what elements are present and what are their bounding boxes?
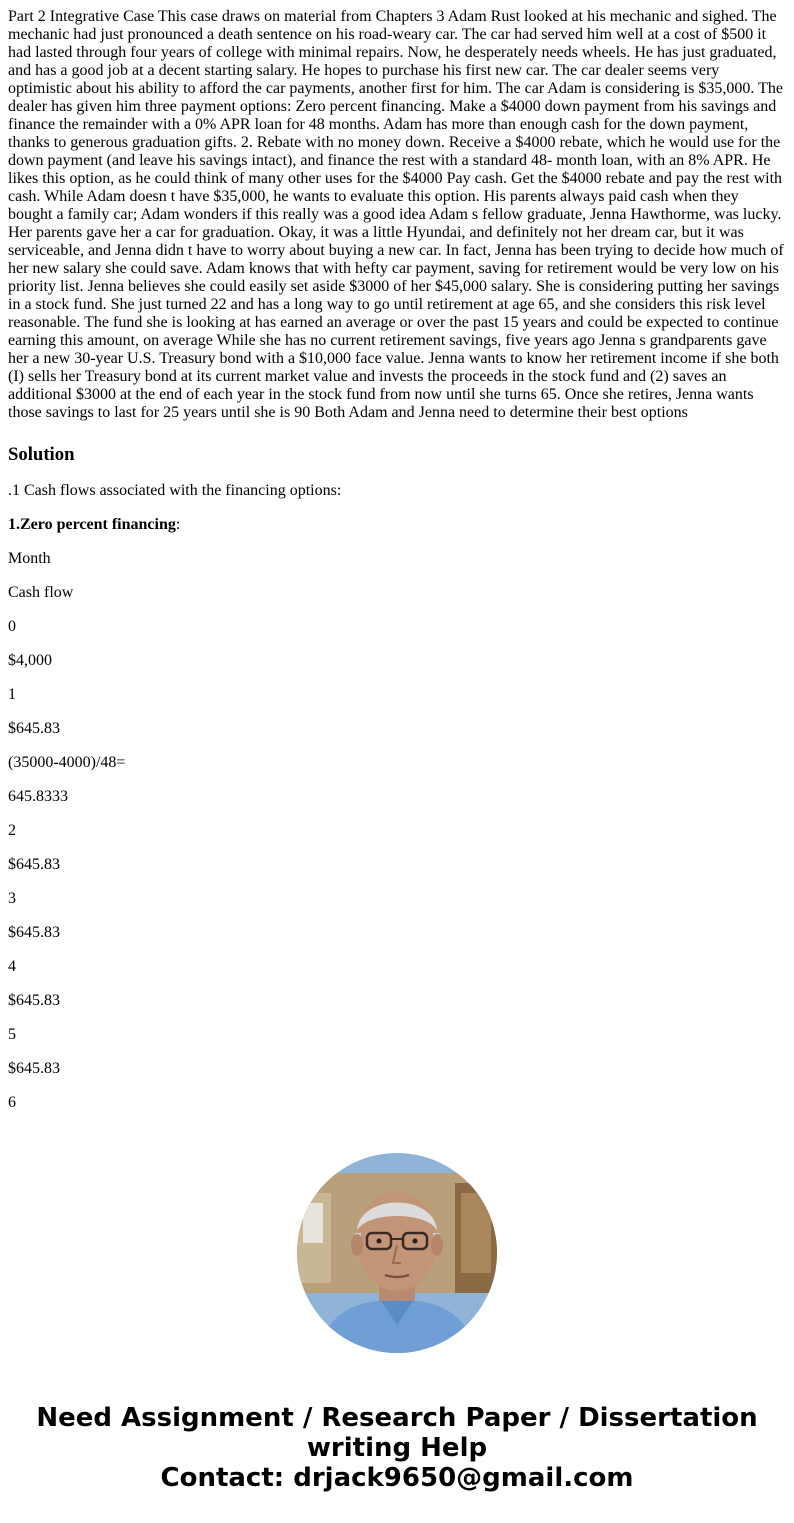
cashflow-line: (35000-4000)/48=	[8, 754, 126, 771]
promo-line-2: writing Help	[306, 1433, 488, 1463]
cashflow-line: 4	[8, 958, 16, 975]
cashflow-line: Cash flow	[8, 584, 74, 601]
solution-intro: .1 Cash flows associated with the financing options:	[8, 482, 342, 499]
cashflow-line: 5	[8, 1026, 16, 1043]
promo-banner	[0, 1403, 794, 1493]
cashflow-line: $645.83	[8, 1060, 60, 1077]
option-1-label: 1.Zero percent financing	[8, 516, 176, 533]
promo-contact: Contact: drjack9650@gmail.com	[160, 1463, 634, 1493]
cashflow-line: 1	[8, 686, 16, 703]
cashflow-line: 6	[8, 1094, 16, 1111]
cashflow-line: $645.83	[8, 720, 60, 737]
promo-line-1: Need Assignment / Research Paper / Dissertation	[36, 1403, 758, 1433]
cashflow-line: $645.83	[8, 856, 60, 873]
cashflow-line: 645.8333	[8, 788, 68, 805]
author-portrait-icon	[297, 1153, 497, 1353]
option-1-colon: :	[175, 516, 181, 533]
question-text: Part 2 Integrative Case This case draws on material from Chapters 3 Adam Rust looked at his mechanic and sighed. The mechanic had just pronounced a death sentence on his road-weary car. The car had served him well at a cost of $500 it had lasted through four years of college with minimal repairs. Now, he desperately needs wheels. He has just graduated, and has a good job at a decent starting salary. He hopes to purchase his first new car. The car dealer seems very optimistic about his ability to afford the car payments, another first for him. The car Adam is considering is $35,000. The dealer has given him three payment options: Zero percent financing. Make a $4000 down payment from his savings and finance the remainder with a 0% APR loan for 48 months. Adam has more than enough cash for the down payment, thanks to generous graduation gifts. 2. Rebate with no money down. Receive a $4000 rebate, which he would use for the down payment (and leave his savings intact), and finance the rest with a standard 48- month loan, with an 8% APR. He likes this option, as he could think of many other uses for the $4000 Pay cash. Get the $4000 rebate and pay the rest with cash. While Adam doesn t have $35,000, he wants to evaluate this option. His parents always paid cash when they bought a family car; Adam wonders if this really was a good idea Adam s fellow graduate, Jenna Hawthorme, was lucky. Her parents gave her a car for graduation. Okay, it was a little Hyundai, and definitely not her dream car, but it was serviceable, and Jenna didn t have to worry about buying a new car. In fact, Jenna has been trying to decide how much of her new salary she could save. Adam knows that with hefty car payment, saving for retirement would be very low on his priority list. Jenna believes she could easily set aside $3000 of her $45,000 salary. She is considering putting her savings in a stock fund. She just turned 22 and has a long way to go until retirement at age 65, and she considers this risk level reasonable. The fund she is looking at has earned an average or over the past 15 years and could be expected to continue earning this amount, on average While she has no current retirement savings, five years ago Jenna s grandparents gave her a new 30-year U.S. Treasury bond with a $10,000 face value. Jenna wants to know her retirement income if she both (I) sells her Treasury bond at its current market value and invests the proceeds in the stock fund and (2) saves an additional $3000 at the end of each year in the stock fund from now until she turns 65. Once she retires, Jenna wants those savings to last for 25 years until she is 90 Both Adam and Jenna need to determine their best options	[8, 8, 784, 421]
option-1-heading	[8, 516, 786, 534]
cashflow-line: 3	[8, 890, 16, 907]
author-avatar	[297, 1153, 497, 1353]
cashflow-line: 2	[8, 822, 16, 839]
cashflow-line: Month	[8, 550, 51, 567]
solution-heading: Solution	[8, 444, 75, 465]
cashflow-line: $645.83	[8, 924, 60, 941]
cashflow-line: $4,000	[8, 652, 52, 669]
cashflow-line: $645.83	[8, 992, 60, 1009]
solution-body	[8, 482, 786, 1112]
cashflow-line: 0	[8, 618, 16, 635]
